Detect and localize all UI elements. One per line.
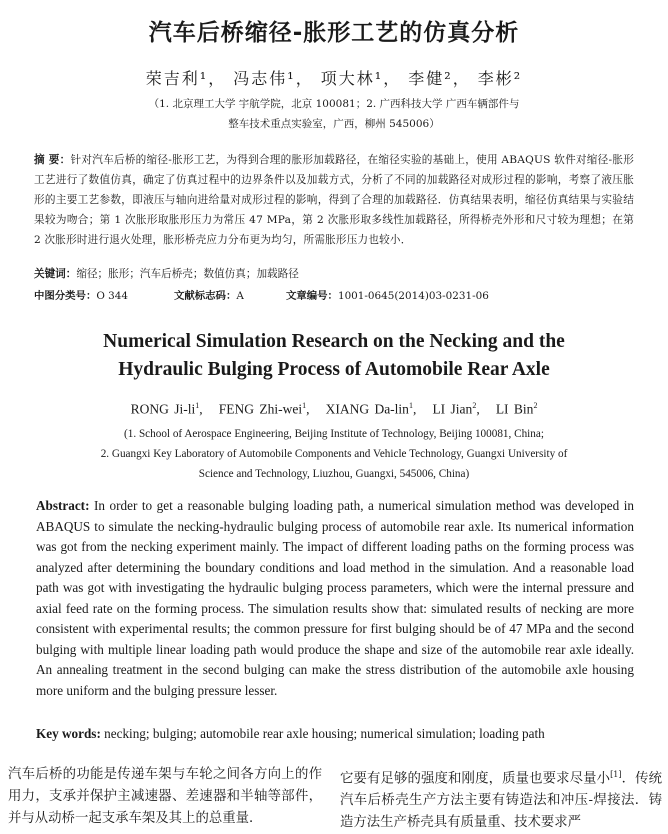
author-name: LI Jian	[432, 401, 473, 417]
chinese-affiliation-line-2: 整车技术重点实验室，广西，柳州 545006）	[228, 118, 440, 130]
chinese-authors: 荣吉利¹， 冯志伟¹， 项大林¹， 李健²， 李彬²	[145, 69, 523, 88]
chinese-keywords	[34, 266, 299, 281]
clc-label: 中图分类号：	[34, 290, 97, 302]
english-affiliation-line-2: 2. Guangxi Key Laboratory of Automobile Components and Vehicle Technology, Guangxi University of	[100, 448, 568, 460]
english-abstract-text: In order to get a reasonable bulging loading path, a numerical simulation method was developed in ABAQUS to simulate the necking-hydraulic bulging process of automobile rear axle. Its numerical information was got from the necking experiment mainly. The impact of different loading paths on the forming process was analyzed after determining the boundary conditions and load method in the simulation. And a reasonable load path was got with investigating the hydraulic bulging process parameters, which were the internal pressure and axial feed rate on the forming process. The simulation results show that: simulated results of necking are more consistent with experimental results; the common pressure for first bulging should be of 47 MPa and the second bulging with multiple linear loading path would produce the shape and size of the automobile rear axle ideally. An annealing treatment in the second bulging can make the stress distribution of the automobile axle housing more uniform and the bulging pressure lesser.	[36, 498, 634, 698]
document-code-label: 文献标志码：	[174, 290, 237, 302]
english-abstract	[36, 496, 634, 701]
author-affiliation-mark: 1	[408, 401, 413, 410]
clc-number	[34, 287, 128, 302]
author-name: FENG Zhi-wei	[218, 401, 303, 417]
document-code-value: A	[236, 290, 244, 302]
chinese-affiliation-line-1: （1. 北京理工大学 宇航学院，北京 100081；2. 广西科技大学 广西车辆部件与	[148, 98, 520, 110]
document-code	[174, 287, 244, 302]
chinese-abstract	[34, 150, 634, 250]
english-authors: RONG $Ji-li^1$, FENG Zhi-wei$^1$, XIANG Da-lin$^1$, LI Jian$^2$, LI Bin$^2$	[130, 401, 538, 417]
author-affiliation-mark: 1	[302, 401, 307, 410]
author-affiliation-mark: 1	[195, 401, 200, 410]
english-keywords-label: Key words:	[36, 726, 101, 741]
author-name: LI Bin	[495, 401, 534, 417]
author-name: XIANG Da-lin	[325, 401, 409, 417]
english-affiliation	[40, 424, 628, 484]
body-text-right-column	[340, 764, 662, 834]
body-text-right-end: ．传统汽车后桥壳生产方法主要有铸造法和冲压-焊接法．铸造方法生产桥壳具有质量重、技术要求严	[340, 771, 663, 831]
chinese-title: 汽车后桥缩径-胀形工艺的仿真分析	[148, 20, 520, 46]
article-number-value: 1001-0645(2014)03-0231-06	[337, 290, 489, 302]
citation-reference: [1]	[610, 770, 622, 779]
english-affiliation-line-1: (1. School of Aerospace Engineering, Beijing Institute of Technology, Beijing 100081, China;	[124, 428, 544, 440]
chinese-keywords-label: 关键词：	[34, 268, 77, 280]
english-abstract-label: Abstract:	[36, 498, 90, 513]
clc-value: O 344	[96, 290, 128, 302]
english-title	[0, 328, 668, 384]
author-affiliation-mark: 2	[472, 401, 477, 410]
author-affiliation-mark: 2	[533, 401, 538, 410]
author-name: RONG Ji-li	[130, 401, 196, 417]
english-title-line-2: Hydraulic Bulging Process of Automobile Rear Axle	[118, 359, 550, 380]
article-number	[286, 287, 489, 302]
chinese-abstract-label: 摘 要：	[34, 154, 71, 166]
chinese-keywords-text: 缩径；胀形；汽车后桥壳；数值仿真；加载路径	[76, 268, 299, 280]
body-text-right-start: 它要有足够的强度和刚度，质量也要求尽量小	[340, 771, 611, 787]
article-number-label: 文章编号：	[286, 290, 338, 302]
english-keywords-text: necking; bulging; automobile rear axle housing; numerical simulation; loading path	[104, 726, 545, 741]
chinese-abstract-text: 针对汽车后桥的缩径-胀形工艺，为得到合理的胀形加载路径，在缩径实验的基础上，使用 ABAQUS 软件对缩径-胀形工艺进行了数值仿真，确定了仿真过程中的边界条件以及加载方式，分析了不同的加载路径对成形过程的影响，考察了液压胀形的主要工艺参数，即液压与轴向进给量对成形过程的影响，得到了合理的加载路径．仿真结果表明，缩径仿真结果与实验结果较为吻合；第 1 次胀形取胀形压力为常压 47 MPa，第 2 次胀形取多线性加载路径，所得桥壳外形和尺寸较为理想；在第 2 次胀形时进行退火处理，胀形桥壳应力分布更为均匀，所需胀形压力也较小．	[34, 154, 634, 246]
english-affiliation-line-3: Science and Technology, Liuzhou, Guangxi, 545006, China)	[198, 468, 470, 480]
body-text-left-column: 汽车后桥的功能是传递车架与车轮之间各方向上的作用力，支承并保护主减速器、差速器和半轴等部件，并与从动桥一起支承车架及其上的总重量．	[8, 767, 322, 826]
english-title-line-1: Numerical Simulation Research on the Necking and the	[103, 331, 565, 352]
english-keywords	[36, 726, 634, 742]
